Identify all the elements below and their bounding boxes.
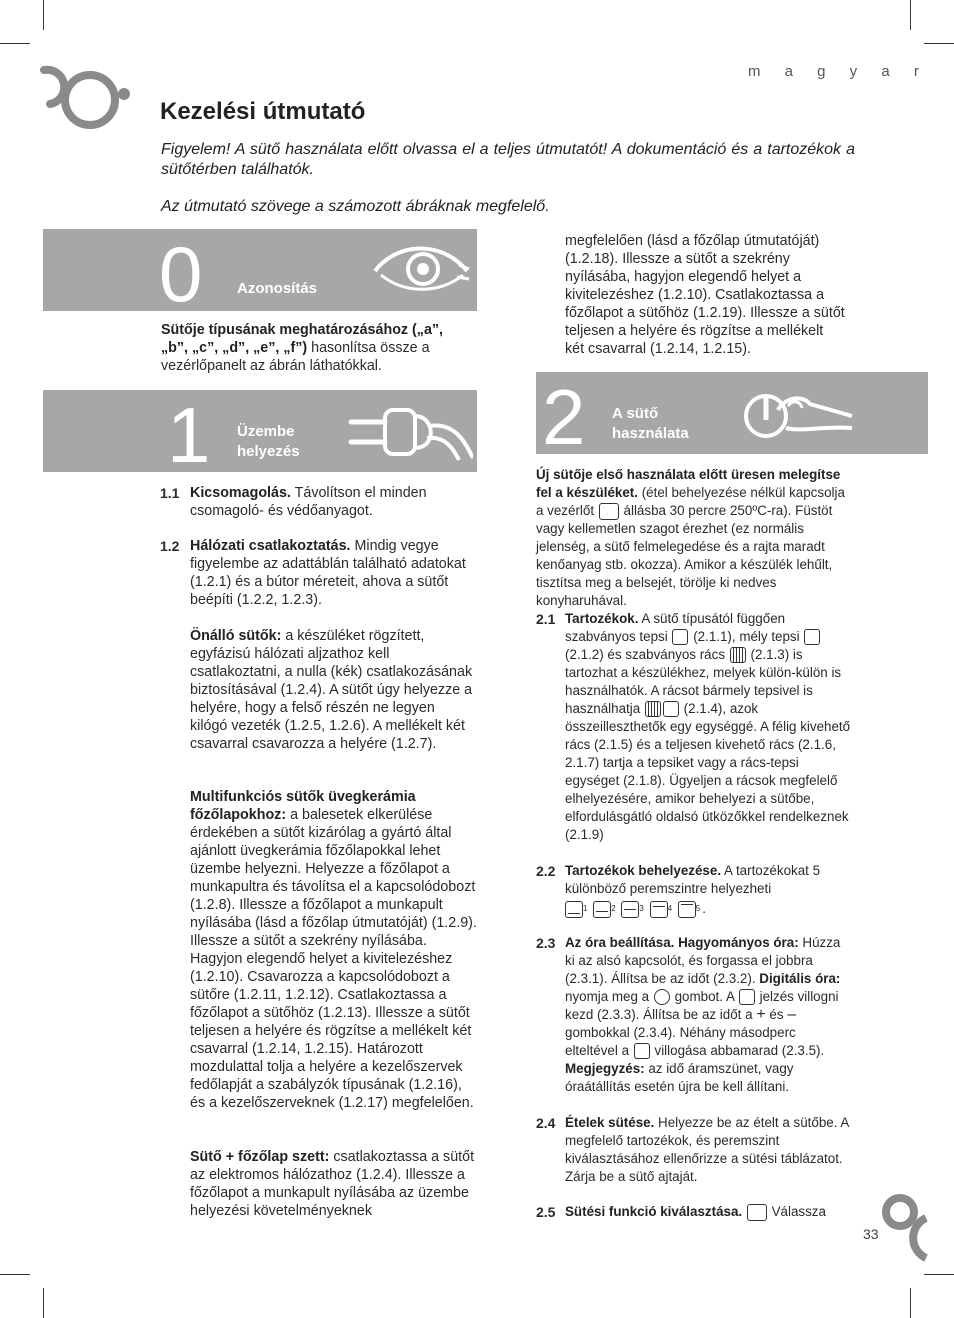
- section-0-header: [43, 229, 477, 318]
- crop-mark: [43, 0, 44, 30]
- plus-icon: +: [756, 1006, 766, 1023]
- crop-mark: [43, 1288, 44, 1318]
- section-0-text: [161, 321, 461, 375]
- section-0-text-bold: Sütője típusának meghatározásához („a”, „b”, „c”, „d”, „e”, „f”): [161, 322, 444, 356]
- language-label: m a g y a r: [748, 63, 929, 80]
- oven-hob-set-paragraph: [190, 1148, 475, 1220]
- section-label-line: helyezés: [237, 443, 300, 460]
- item-text: Mindig vegye figyelembe az adattáblán található adatokat (1.2.1) és a bútor méreteit, ahova a sütőt beépíti (1.2.2, 1.2.3).: [190, 538, 466, 608]
- section-1-header: [43, 390, 477, 479]
- section-label: Azonosítás: [237, 280, 318, 297]
- shelf-position-number: 2: [611, 904, 616, 913]
- item-text: gombot. A: [674, 989, 735, 1004]
- grill-rack-icon: [645, 701, 661, 717]
- footer-logo-icon: [880, 1190, 930, 1262]
- item-number: 2.3: [536, 935, 556, 951]
- section-number: 2: [542, 373, 586, 461]
- item-bold: Tartozékok behelyezése.: [565, 863, 722, 878]
- paragraph-text: csatlakoztassa a sütőt az elektromos hálózathoz (1.2.4). Illessze a főzőlapot a munkapult nyílásába az üzembe helyezési követelményeknek: [190, 1149, 475, 1219]
- paragraph-bold: Sütő + főzőlap szett:: [190, 1149, 330, 1165]
- intro-text: állásba 30 percre 250ºC-ra). Füstöt vagy kellemetlen szagot érezhet (ez normális jelenség, a sütő felmelegedése és a rajta maradt kenőanyag stb. okozza). Amikor a készülék lehűlt, tisztítsa meg a belsejét, törölje ki nedves konyharuhával.: [536, 503, 833, 608]
- item-number: 1.2: [160, 538, 180, 554]
- item-bold: Az óra beállítása. Hagyományos óra:: [565, 935, 799, 950]
- item-bold: Digitális óra:: [759, 971, 841, 986]
- shelf-position-number: 3: [639, 904, 644, 913]
- eye-icon: [371, 239, 471, 299]
- intro-note: Az útmutató szövege a számozott ábráknak megfelelő.: [161, 198, 550, 215]
- intro-bold: Új sütője első használata előtt üresen melegítse fel a készüléket.: [536, 467, 841, 500]
- oven-function-icon: [599, 503, 619, 520]
- item-text: gombokkal (2.3.4). Néhány másodperc elteltével a: [565, 1025, 796, 1058]
- section-label-line: használata: [612, 425, 689, 442]
- page-title: Kezelési útmutató: [160, 98, 366, 125]
- item-text: (2.1.2) és szabványos rács: [565, 647, 726, 662]
- crop-mark: [910, 0, 911, 30]
- item-text: az idő áramszünet, vagy óraátállítás esetén újra be kell állítani.: [565, 1061, 794, 1094]
- shelf-position-number: 5: [695, 904, 701, 913]
- section-number: 1: [167, 391, 211, 479]
- section-0-text-rest: hasonlítsa össze a vezérlőpanelt az ábrán láthatókkal.: [161, 340, 430, 374]
- item-text: nyomja meg a: [565, 989, 650, 1004]
- paragraph-text: a balesetek elkerülése érdekében a sütőt kizárólag a gyártó által ajánlott üvegkerámia főzőlapokkal lehet üzembe helyezni. Helyezze a főzőlapot a munkapultra és távolítsa el a kapcsolódobozt (1.2.8). Illessze a főzőlapot a munkapult nyílásába (lásd a főzőlap útmutatóját) (1.2.9). Illessze a sütőt a szekrény nyílásába. Hagyjon elegendő helyet a kivitelezéshez (1.2.10). Csavarozza a kapcsolódobozt a sütőre (1.2.11, 1.2.12). Csatlakoztassa a főzőlapot a sütőhöz (1.2.13). Illessze a sütőt teljesen a helyére és rögzítse a mellékelt két csavarral (1.2.14, 1.2.15). Határozott mozdulattal tolja a helyére a kezelőszervek fedőlapját a szabályzók típusának (1.2.16), és a kezelőszerveknek (1.2.17) megfelelően.: [190, 807, 477, 1111]
- crop-mark: [0, 1274, 30, 1275]
- item-bold: Tartozékok.: [565, 611, 639, 626]
- paragraph-bold: Multifunkciós sütők üvegkerámia főzőlapokhoz:: [190, 789, 416, 823]
- crop-mark: [924, 43, 954, 44]
- section-label: [612, 404, 689, 444]
- intro-text: (étel behelyezése nélkül kapcsolja a vezérlőt: [536, 485, 845, 518]
- section-label-line: Üzembe: [237, 423, 295, 440]
- section-2-intro: [536, 466, 854, 610]
- item-body: [565, 1203, 852, 1221]
- plug-icon: [345, 402, 473, 464]
- item-body: [565, 934, 852, 1096]
- item-body: [565, 610, 852, 844]
- item-number: 2.4: [536, 1115, 556, 1131]
- crop-mark: [910, 1288, 911, 1318]
- item-bold: Sütési funkció kiválasztása.: [565, 1204, 743, 1219]
- multifunction-oven-paragraph: [190, 788, 478, 1112]
- item-bold: Kicsomagolás.: [190, 485, 291, 501]
- shelf-position-icon: [593, 901, 611, 918]
- shelf-position-icon: [650, 901, 668, 918]
- standalone-oven-paragraph: [190, 627, 475, 753]
- item-bold: Hálózati csatlakoztatás.: [190, 538, 351, 554]
- item-text: A tartozékokat 5 különböző peremszintre helyezheti: [565, 863, 821, 896]
- section-label-line: A sütő: [612, 405, 659, 422]
- item-text: jelzés villogni kezd (2.3.3). Állítsa be az időt a: [565, 989, 839, 1022]
- clock-button-icon: [654, 989, 670, 1005]
- deep-tray-icon: [804, 629, 820, 645]
- item-number: 2.1: [536, 611, 556, 627]
- item-body: [565, 862, 852, 918]
- item-body: [565, 1114, 852, 1186]
- shelf-position-icon: [565, 901, 583, 918]
- item-text: Húzza ki az alsó kapcsolót, és forgassa el jobbra (2.3.1). Állítsa be az időt (2.3.2).: [565, 935, 841, 986]
- shelf-position-number: 1: [583, 904, 588, 913]
- section-label: [237, 422, 300, 462]
- baking-tray-icon: [672, 629, 688, 645]
- section-number: 0: [159, 230, 203, 318]
- page-number: 33: [863, 1226, 879, 1242]
- shelf-position-icon: [621, 901, 639, 918]
- intro-warning: Figyelem! A sütő használata előtt olvassa el a teljes útmutatót! A dokumentáció és a tartozékok a sütőtérben találhatók.: [161, 141, 855, 178]
- paragraph-bold: Önálló sütők:: [190, 628, 282, 644]
- item-text: Távolítson el minden csomagoló- és védőanyagot.: [190, 485, 427, 519]
- crop-mark: [0, 43, 30, 44]
- shelf-position-icon: [678, 901, 696, 918]
- item-bold: Ételek sütése.: [565, 1115, 655, 1130]
- item-body: [190, 537, 478, 609]
- minus-icon: –: [787, 1006, 797, 1023]
- grill-rack-icon: [730, 647, 746, 663]
- baking-tray-icon: [663, 701, 679, 717]
- finger-press-icon: [742, 380, 854, 450]
- item-text: (2.1.4), azok összeilleszthetők egy egységgé. A félig kivehető rács (2.1.5) és a teljesen kivehető rács (2.1.6, 2.1.7) tartja a tepsiket vagy a rács-tepsi egységet (2.1.8). Ügyeljen a rácsok megfelelő elhelyezésére, amikor behelyezi a sütőbe, elfordulásgátló oldalsó ütközőkkel rendelkeznek (2.1.9): [565, 701, 851, 842]
- item-text: .: [702, 901, 706, 916]
- item-text: és: [769, 1007, 784, 1022]
- item-number: 2.2: [536, 863, 556, 879]
- item-text: (2.1.3) is tartozhat a készülékhez, melyek külön-külön is használhatók. A rácsot bármely tepsivel is használhatja: [565, 647, 842, 716]
- crop-mark: [924, 1274, 954, 1275]
- shelf-positions: [565, 900, 852, 918]
- item-text: Helyezze be az ételt a sütőbe. A megfelelő tartozékok, és peremszint kiválasztásához ellenőrizze a sütési táblázatot. Zárja be a sütő ajtaját.: [565, 1115, 849, 1184]
- section-2-header: [536, 372, 928, 461]
- item-number: 2.5: [536, 1204, 556, 1220]
- shelf-position-number: 4: [667, 904, 673, 913]
- item-text: villogása abbamarad (2.3.5).: [654, 1043, 825, 1058]
- item-text: Válassza: [771, 1204, 826, 1219]
- item-text: (2.1.1), mély tepsi: [693, 629, 800, 644]
- paragraph-text: a készüléket rögzített, egyfázisú hálózati aljzathoz kell csatlakoztatni, a nulla (kék) csatlakozásának biztosításával (1.2.4). A sütőt úgy helyezze a helyére, hogy a felső részén ne legyen kilógó vezeték (1.2.5, 1.2.6). A mellékelt két csavarral csavarozza a helyére (1.2.7).: [190, 628, 473, 752]
- brand-logo-icon: [40, 64, 140, 138]
- item-bold: Megjegyzés:: [565, 1061, 645, 1076]
- item-number: 1.1: [160, 485, 180, 501]
- oven-hob-set-continued: megfelelően (lásd a főzőlap útmutatóját) (1.2.18). Illessze a sütőt a szekrény nyílásába, hagyjon elegendő helyet a kivitelezéshez (1.2.10). Csatlakoztassa a főzőlapot a sütőhöz (1.2.19). Illessze a sütőt teljesen a helyére és rögzítse a mellékelt két csavarral (1.2.14, 1.2.15).: [565, 233, 845, 357]
- clock-indicator-icon: [739, 989, 755, 1005]
- oven-function-icon: [747, 1204, 767, 1221]
- clock-indicator-icon: [634, 1043, 650, 1059]
- item-text: A sütő típusától függően szabványos tepsi: [565, 611, 786, 644]
- item-body: [190, 484, 478, 520]
